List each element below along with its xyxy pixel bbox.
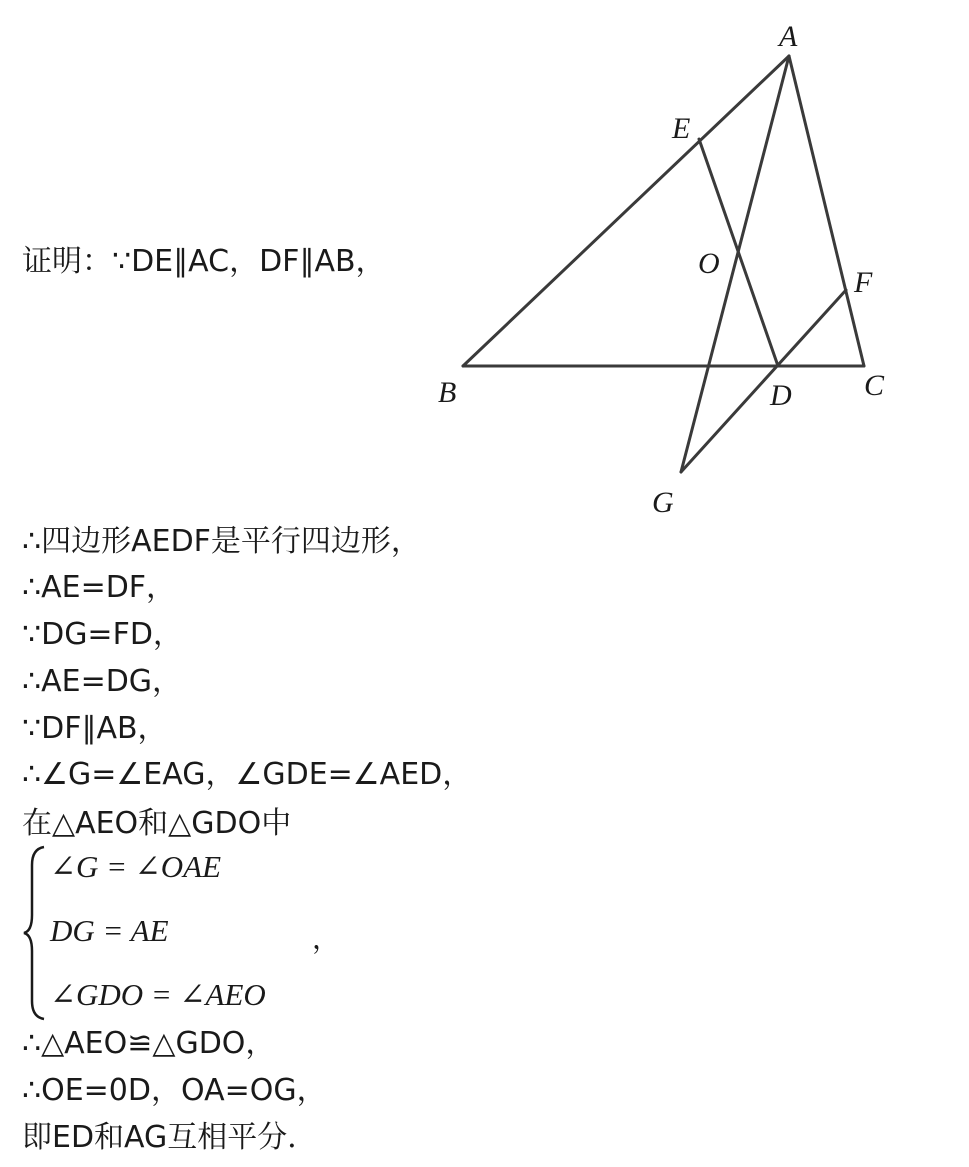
label-o: O — [698, 247, 720, 280]
segment-ac — [789, 56, 864, 366]
label-e: E — [672, 112, 691, 145]
proof-line-4: ∵DG=FD， — [22, 617, 183, 652]
label-f: F — [854, 266, 873, 299]
proof-line-7: ∴∠G=∠EAG，∠GDE=∠AED， — [22, 757, 473, 792]
proof-line-11: 即ED和AG互相平分． — [22, 1120, 318, 1155]
system-eq-3: ∠GDO = ∠AEO — [50, 977, 266, 1012]
label-b: B — [438, 376, 457, 409]
equation-system — [22, 843, 342, 1023]
proof-line-6: ∵DF∥AB， — [22, 711, 168, 746]
label-a: A — [779, 20, 798, 53]
proof-line-8: 在△AEO和△GDO中 — [22, 806, 292, 841]
label-d: D — [770, 379, 792, 412]
proof-line-10: ∴OE=0D，OA=OG， — [22, 1073, 327, 1108]
proof-line-5: ∴AE=DG， — [22, 664, 183, 699]
proof-line-3: ∴AE=DF， — [22, 570, 177, 605]
system-comma: ， — [312, 924, 341, 955]
proof-line-9: ∴△AEO≌△GDO， — [22, 1026, 276, 1061]
proof-line-1: 证明：∵DE∥AC，DF∥AB， — [22, 244, 386, 279]
label-c: C — [864, 369, 885, 402]
left-brace-icon — [22, 843, 48, 1023]
system-eq-1: ∠G = ∠OAE — [50, 849, 222, 884]
proof-line-2: ∴四边形AEDF是平行四边形， — [22, 524, 421, 559]
system-eq-2: DG = AE — [50, 913, 169, 948]
segment-ab — [463, 56, 789, 366]
label-g: G — [652, 486, 674, 519]
